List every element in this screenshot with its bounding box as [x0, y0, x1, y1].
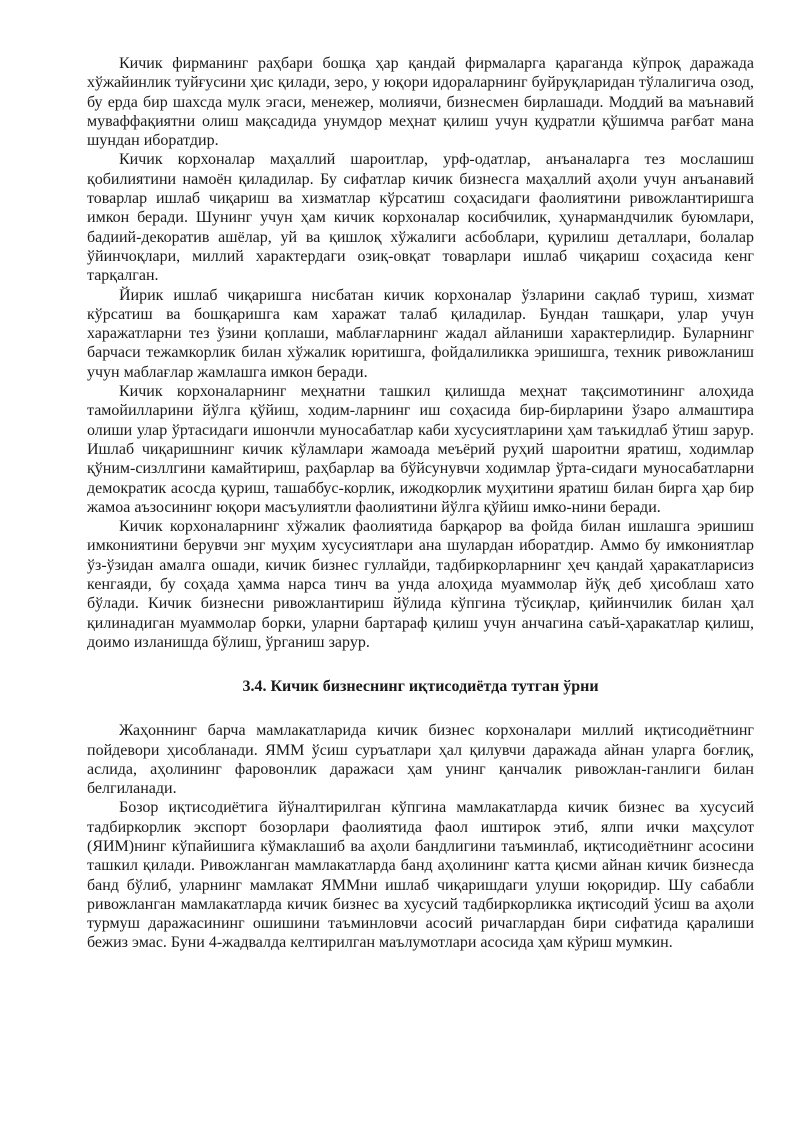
paragraph-owner-motivation: Кичик фирманинг раҳбари бошқа ҳар қандай фирмаларга қараганда кўпроқ даражада хўжайинлик туйғусини ҳис қилади, зеро, у юқори идораларнинг буйруқларидан тўлалигича озод, бу ерда бир шахсда мулк эгаси, менежер, молиячи, бизнесмен бирлашади. Моддий ва маънавий муваффақиятни олиш мақсадида унумдор меҳнат қилиш учун қудратли қўшимча рағбат мана шундан иборатдир.: [87, 55, 754, 150]
paragraph-labor-organization: Кичик корхоналарнинг меҳнатни ташкил қилишда меҳнат тақсимотининг алоҳида тамойилларини йўлга қўйиш, ходим-ларнинг иш соҳасида бир-бирларини ўзаро алмаштира олиши улар ўртасидаги ишончли муносабатлар каби хусусиятларини ҳам таъкидлаб ўтиш зарур. Ишлаб чиқаришнинг кичик кўламлари жамоада меъёрий руҳий шароитни яратиш, ходимлар қўним-сизллгини камайтириш, раҳбарлар ва бўйсунувчи ходимлар ўрта-сидаги муносабатларни демократик асосда қуриш, ташаббус-корлик, ижодкорлик муҳитини яратиш билан бирга ҳар бир жамоа аъзосининг юқори масъулиятли фаолиятини йўлга қўйиш имко-нини беради.: [87, 383, 754, 516]
document-page: [87, 54, 754, 953]
paragraph-market-economy: Бозор иқтисодиётига йўналтирилган кўпгина мамлакатларда кичик бизнес ва хусусий тадбиркорлик экспорт бозорлари фаолиятида фаол иштирок этиб, ялпи ички маҳсулот (ЯИМ)нинг кўпайишига кўмаклашиб ва аҳоли бандлигини таъминлаб, иқтисодиётнинг асосини ташкил қилади. Ривожланган мамлакатларда банд аҳолининг катта қисми айнан кичик бизнесда банд бўлиб, уларнинг мамлакат ЯММни ишлаб чиқаришдаги улуши юқоридир. Шу сабабли ривожланган мамлакатларда кичик бизнес ва хусусий тадбиркорликка иқтисодий ўсиш ва аҳоли турмуш даражасининг ошишини таъминловчи асосий ричаглардан бири сифатида қаралиши бежиз эмас. Буни 4-жадвалда келтирилган маълумотлари асосида ҳам кўриш мумкин.: [87, 799, 754, 952]
paragraph-local-adaptation: Кичик корхоналар маҳаллий шароитлар, урф-одатлар, анъаналарга тез мослашиш қобилиятини намоён қиладилар. Бу сифатлар кичик бизнесга маҳаллий аҳоли учун анъанавий товарлар ишлаб чиқариш ва хизматлар кўрсатиш соҳасидаги фаолиятини ривожлантиришга имкон беради. Шунинг учун ҳам кичик корхоналар косибчилик, ҳунармандчилик буюмлари, бадиий-декоратив ашёлар, уй ва қишлоқ хўжалиги асбоблари, қурилиш деталлари, болалар ўйинчоқлари, миллий характердаги озиқ-овқат товарлари ишлаб чиқариш соҳасида кенг тарқалган.: [87, 151, 754, 285]
section-heading: 3.4. Кичик бизнеснинг иқтисодиётда тутган ўрни: [242, 678, 599, 696]
paragraph-economy-foundation: Жаҳоннинг барча мамлакатларида кичик бизнес корхоналари миллий иқтисодиётнинг пойдевори ҳисобланади. ЯММ ўсиш суръатлари ҳал қилувчи даражада айнан уларга боғлиқ, аслида, аҳолининг фаровонлик даражаси ҳам унинг қанчалик ривожлан-ганлиги билан белгиланади.: [87, 722, 754, 798]
paragraph-low-costs: Йирик ишлаб чиқаришга нисбатан кичик корхоналар ўзларини сақлаб туриш, хизмат кўрсатиш ва бошқаришга кам харажат талаб қиладилар. Бундан ташқари, улар учун харажатларни тез ўзини қоплаши, маблағларнинг жадал айланиши характерлидир. Буларнинг барчаси тежамкорлик билан хўжалик юритишга, фойдалиликка эришишга, техник ривожланиш учун маблағлар жамлашга имкон беради.: [87, 286, 754, 381]
paragraph-obstacles: Кичик корхоналарнинг хўжалик фаолиятида барқарор ва фойда билан ишлашга эришиш имкониятини берувчи энг муҳим хусусиятлари ана шулардан иборатдир. Аммо бу имкониятлар ўз-ўзидан амалга ошади, кичик бизнес гуллайди, тадбиркорларнинг ҳеч қандай ҳаракатларисиз кенгаяди, бу соҳада ҳамма нарса тинч ва унда алоҳида муаммолар йўқ деб ҳисоблаш хато бўлади. Кичик бизнесни ривожлантириш йўлида кўпгина тўсиқлар, қийинчилик билан ҳал қилинадиган муаммолар борки, уларни бартараф қилиш учун анчагина саъй-ҳаракатлар қилиш, доимо изланишда бўлиш, ўрганиш зарур.: [87, 518, 754, 651]
